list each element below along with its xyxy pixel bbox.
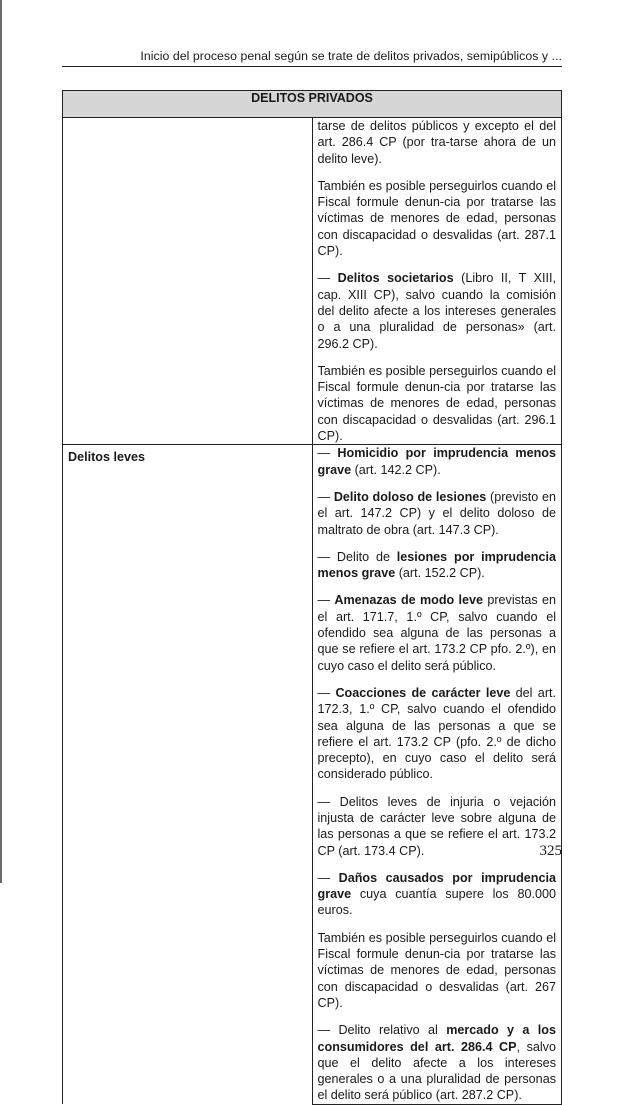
table-row bbox=[63, 118, 562, 445]
row-label bbox=[63, 118, 313, 445]
bold-term: Delito doloso de lesiones bbox=[333, 489, 487, 504]
header-rule bbox=[62, 66, 562, 67]
bold-term: Daños causados por imprudencia grave bbox=[317, 870, 556, 902]
bold-term: mercado y a los consumidores del art. 286.4 CP bbox=[317, 1023, 557, 1054]
list-item: — Amenazas de modo leve previstas en el art. 171.7, 1.º CP, salvo cuando el ofendido sea alguna de las personas a que se refiere el art. 173.2 CP pfo. 2.º), en cuyo caso el delito será público. bbox=[317, 593, 557, 673]
list-item: — Delitos leves de injuria o vejación injusta de carácter leve sobre alguna de las personas a que se refiere el art. 173.2 CP (art. 173.4 CP). bbox=[317, 794, 556, 858]
list-item: — Coacciones de carácter leve del art. 172.3, 1.º CP, salvo cuando el ofendido sea alguna de las personas a que se refiere el art. 173.2 CP (pfo. 2.º de dicho precepto), en cuyo caso el delito será considerado público. bbox=[317, 685, 557, 782]
table-header-row bbox=[63, 91, 562, 118]
paragraph: También es posible perseguirlos cuando el Fiscal formule denun-cia por tratarse las víctimas de menores de edad, personas con discapacidad o desvalidas (art. 267 CP). bbox=[317, 930, 556, 1010]
bold-term: Coacciones de carácter leve bbox=[335, 685, 511, 700]
row-content bbox=[312, 445, 562, 1104]
page-edge-line bbox=[0, 0, 2, 883]
list-item: — Delito relativo al mercado y a los consumidores del art. 286.4 CP, salvo que el delito afecte a los intereses generales o a una pluralidad de personas el delito será público (art. 287.2 CP). bbox=[317, 1023, 557, 1103]
table-row bbox=[63, 445, 562, 1104]
bold-term: Delitos societarios bbox=[337, 271, 454, 286]
running-header: Inicio del proceso penal según se trate de delitos privados, semipúblicos y ... bbox=[140, 49, 562, 63]
bold-term: Homicidio por imprudencia menos grave bbox=[317, 446, 556, 477]
page-number: 325 bbox=[539, 843, 562, 859]
list-item: — Daños causados por imprudencia grave cuya cuantía supere los 80.000 euros. bbox=[317, 870, 556, 918]
delitos-table bbox=[62, 90, 562, 1105]
list-item: — Delito de lesiones por imprudencia menos grave (art. 152.2 CP). bbox=[317, 549, 556, 581]
row-label: Delitos leves bbox=[63, 445, 313, 1104]
list-item: — Delito doloso de lesiones (previsto en el art. 147.2 CP) y el delito doloso de maltrato de obra (art. 147.3 CP). bbox=[317, 489, 557, 537]
bold-term: Amenazas de modo leve bbox=[334, 593, 484, 608]
bold-term: lesiones por imprudencia menos grave bbox=[317, 549, 556, 581]
paragraph: También es posible perseguirlos cuando el Fiscal formule denun-cia por tratarse las víctimas de menores de edad, personas con discapacidad o desvalidas (art. 287.1 CP). bbox=[317, 178, 556, 259]
table-heading: DELITOS PRIVADOS bbox=[63, 91, 562, 118]
paragraph: — Delitos societarios (Libro II, T XIII, cap. XIII CP), salvo cuando la comisión del delito afecte a los intereses generales o a una pluralidad de personas» (art. 296.2 CP). bbox=[317, 271, 556, 351]
list-item: — Homicidio por imprudencia menos grave (art. 142.2 CP). bbox=[317, 446, 556, 477]
paragraph: tarse de delitos públicos y excepto el del art. 286.4 CP (por tra-tarse ahora de un delito leve). bbox=[317, 119, 556, 166]
paragraph: También es posible perseguirlos cuando el Fiscal formule denun-cia por tratarse las víctimas de menores de edad, personas con discapacidad o desvalidas (art. 296.1 CP). bbox=[317, 363, 556, 444]
row-content bbox=[312, 118, 562, 445]
